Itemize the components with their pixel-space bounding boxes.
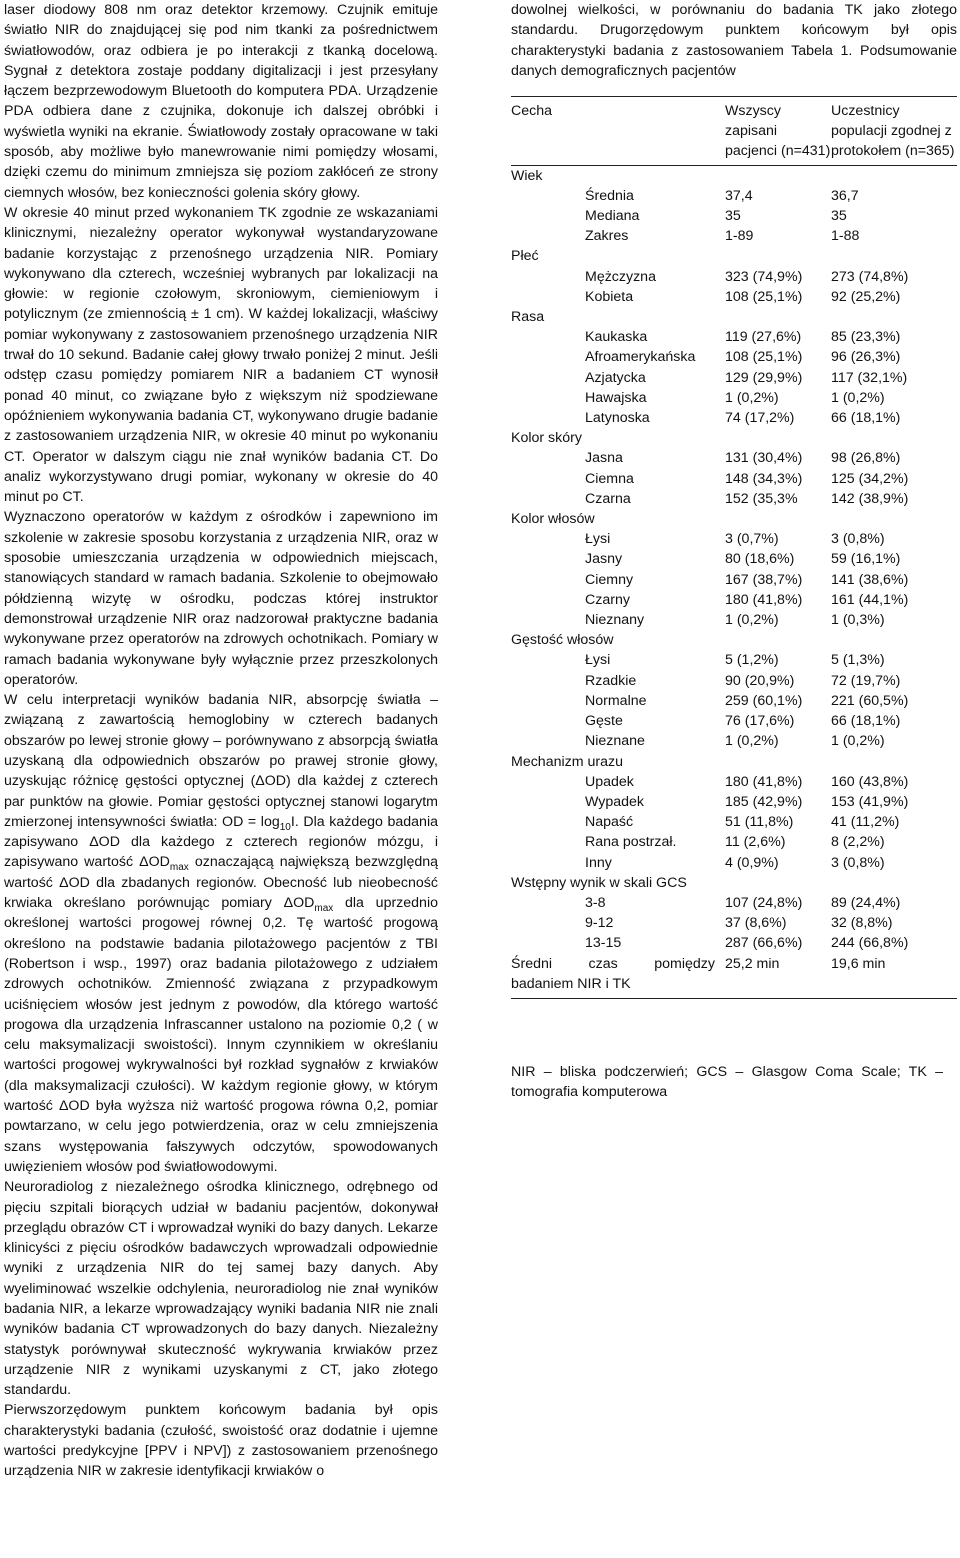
- cell-all-patients: 76 (17,6%): [725, 713, 795, 730]
- group-label: Rasa: [511, 309, 545, 326]
- table-row: [511, 206, 957, 226]
- row-label: Normalne: [585, 692, 647, 709]
- table-row: [511, 853, 957, 873]
- row-label: Nieznany: [585, 612, 645, 629]
- cell-protocol-patients: 1 (0,2%): [831, 389, 885, 406]
- indent-cell: [511, 711, 585, 731]
- table-row: [511, 590, 957, 610]
- paragraph-intro: dowolnej wielkości, w porównaniu do badania TK jako złotego standardu. Drugorzędowym punktem końcowym był opis charakterystyki badania z zastosowaniem Tabela 1. Podsumowanie danych demograficznych pacjentów: [511, 2, 957, 79]
- group-label: Wiek: [511, 167, 543, 184]
- row-label: Gęste: [585, 713, 623, 730]
- table-row-mean-time: [511, 954, 957, 999]
- table-group-row: [511, 509, 957, 529]
- cell-all-patients: 80 (18,6%): [725, 551, 795, 568]
- cell-protocol-patients: 161 (44,1%): [831, 591, 909, 608]
- cell-protocol-patients: 160 (43,8%): [831, 773, 909, 790]
- cell-protocol-patients: 1 (0,3%): [831, 612, 885, 629]
- table-row: [511, 327, 957, 347]
- cell-all-patients: 25,2 min: [725, 955, 780, 972]
- group-label: Mechanizm urazu: [511, 753, 623, 770]
- cell-all-patients: 167 (38,7%): [725, 571, 803, 588]
- indent-cell: [511, 610, 585, 630]
- indent-cell: [511, 529, 585, 549]
- row-label: Inny: [585, 854, 612, 871]
- row-label: Ciemny: [585, 571, 634, 588]
- cell-all-patients: 180 (41,8%): [725, 773, 803, 790]
- cell-all-patients: 119 (27,6%): [725, 329, 802, 346]
- cell-protocol-patients: 141 (38,6%): [831, 571, 909, 588]
- group-label: Płeć: [511, 248, 539, 265]
- table-row: [511, 186, 957, 206]
- row-label: Hawajska: [585, 389, 647, 406]
- indent-cell: [511, 226, 585, 246]
- table-header-row: [511, 97, 957, 166]
- row-label: Czarna: [585, 490, 631, 507]
- indent-cell: [511, 186, 585, 206]
- table-row: [511, 267, 957, 287]
- table-group-row: [511, 165, 957, 186]
- indent-cell: [511, 792, 585, 812]
- row-label: Łysi: [585, 652, 611, 669]
- row-label: Kobieta: [585, 288, 634, 305]
- group-label: Kolor skóry: [511, 430, 582, 447]
- cell-all-patients: 74 (17,2%): [725, 410, 795, 427]
- indent-cell: [511, 671, 585, 691]
- cell-all-patients: 323 (74,9%): [725, 268, 803, 285]
- table-row: [511, 691, 957, 711]
- cell-protocol-patients: 8 (2,2%): [831, 834, 885, 851]
- row-label: Zakres: [585, 228, 629, 245]
- table-row: [511, 812, 957, 832]
- indent-cell: [511, 812, 585, 832]
- paragraph-procedure: W okresie 40 minut przed wykonaniem TK zgodnie ze wskazaniami klinicznymi, niezależny operator wykonywał wystandaryzowane badanie korzystając z przenośnego urządzenia NIR. Pomiary wykonywano dla czterech, wcześniej wybranych par lokalizacji na głowie: w regionie czołowym, skroniowym, ciemieniowym i potylicznym (ze zmiennością ± 1 cm). W każdej lokalizacji, właściwy pomiar wykonywany z zastosowaniem przenośnego urządzenia NIR trwał do 10 sekund. Badanie całej głowy trwało poniżej 2 minut. Jeśli odstęp czasu pomiędzy pomiarem NIR a badaniem CT wynosił ponad 40 minut, co związane było z większym niż spodziewane opóźnieniem wykonywania badania CT, wykonywano drugie badanie z zastosowaniem urządzenia NIR, w okresie 40 minut po wykonaniu CT. Operator w dalszym ciągu nie znał wyników badania CT. Do analiz wykorzystywano drugi pomiar, wykonany w okresie do 40 minut po CT.: [4, 204, 438, 506]
- row-label: Mediana: [585, 208, 640, 225]
- cell-protocol-patients: 1 (0,2%): [831, 733, 885, 750]
- cell-all-patients: 152 (35,3%: [725, 490, 798, 507]
- cell-all-patients: 37,4: [725, 187, 753, 204]
- header-cell-all: Wszyscy zapisani pacjenci (n=431): [725, 103, 831, 160]
- cell-protocol-patients: 96 (26,3%): [831, 349, 901, 366]
- paragraph-endpoint: Pierwszorzędowym punktem końcowym badania był opis charakterystyki badania (czułość, swoistość oraz dodatnie i ujemne wartości predykcyjne [PPV i NPV]) z zastosowaniem przenośnego urządzenia NIR w zakresie identyfikacji krwiaków o: [4, 1402, 438, 1480]
- row-label: Jasna: [585, 450, 623, 467]
- indent-cell: [511, 347, 585, 367]
- table-row: [511, 671, 957, 691]
- cell-protocol-patients: 41 (11,2%): [831, 814, 900, 831]
- indent-cell: [511, 327, 585, 347]
- cell-protocol-patients: 92 (25,2%): [831, 288, 901, 305]
- group-label: Kolor włosów: [511, 511, 595, 528]
- table-row: [511, 287, 957, 307]
- left-column: [4, 0, 438, 1482]
- row-label: Mężczyzna: [585, 268, 656, 285]
- cell-protocol-patients: 3 (0,8%): [831, 531, 885, 548]
- header-cell-feature: Cecha: [511, 103, 553, 119]
- cell-all-patients: 4 (0,9%): [725, 854, 779, 871]
- table-row: [511, 347, 957, 367]
- cell-protocol-patients: 3 (0,8%): [831, 854, 885, 871]
- row-label: Czarny: [585, 591, 630, 608]
- row-label: Jasny: [585, 551, 623, 568]
- table-group-row: [511, 630, 957, 650]
- row-label: 9-12: [585, 915, 614, 932]
- cell-protocol-patients: 72 (19,7%): [831, 672, 901, 689]
- cell-protocol-patients: 117 (32,1%): [831, 369, 908, 386]
- cell-protocol-patients: 19,6 min: [831, 955, 886, 972]
- cell-all-patients: 5 (1,2%): [725, 652, 779, 669]
- cell-protocol-patients: 1-88: [831, 228, 860, 245]
- cell-all-patients: 108 (25,1%): [725, 288, 803, 305]
- row-label: Kaukaska: [585, 329, 648, 346]
- table-row: [511, 893, 957, 913]
- paragraph-device: laser diodowy 808 nm oraz detektor krzemowy. Czujnik emituje światło NIR do znajdującej się pod nim tkanki za pośrednictwem światłowodów, oraz odbiera je po interakcji z tkanką docelową. Sygnał z detektora zostaje poddany digitalizacji i jest przesyłany łączem bezprzewodowym Bluetooth do komputera PDA. Urządzenie PDA odbiera dane z czujnika, dokonuje ich dalszej obróbki i wyświetla wyniki na ekranie. Światłowody zostały opracowane w taki sposób, aby możliwe było manewrowanie nimi pomiędzy włosami, dzięki czemu do minimum zmniejsza się poziom zakłóceń ze strony ciemnych włosów, bez konieczności golenia skóry głowy.: [4, 2, 438, 201]
- cell-all-patients: 90 (20,9%): [725, 672, 795, 689]
- indent-cell: [511, 691, 585, 711]
- row-label: Ciemna: [585, 470, 634, 487]
- table-row: [511, 448, 957, 468]
- cell-all-patients: 287 (66,6%): [725, 935, 803, 952]
- row-label: Średni czas pomiędzy badaniem NIR i TK: [511, 955, 715, 992]
- indent-cell: [511, 206, 585, 226]
- indent-cell: [511, 772, 585, 792]
- cell-protocol-patients: 89 (24,4%): [831, 894, 901, 911]
- cell-all-patients: 3 (0,7%): [725, 531, 779, 548]
- cell-all-patients: 1 (0,2%): [725, 389, 779, 406]
- cell-all-patients: 37 (8,6%): [725, 915, 787, 932]
- table-row: [511, 388, 957, 408]
- indent-cell: [511, 893, 585, 913]
- cell-protocol-patients: 59 (16,1%): [831, 551, 901, 568]
- text-run: W celu interpretacji wyników badania NIR, absorpcję światła – związaną z zawartością hemoglobiny w czterech badanych obszarów po lewej stronie głowy – porównywano z absorpcją światła uzyskaną dla odpowiednich obszarów po prawej stronie głowy, uzyskując różnicę gęstości optycznej (ΔOD) dla każdej z czterech par punktów na głowie. Pomiar gęstości optycznej stanowi logarytm zmierzonej intensywności światła: OD = log: [4, 692, 438, 830]
- cell-all-patients: 1-89: [725, 228, 754, 245]
- row-label: Rzadkie: [585, 672, 637, 689]
- group-label: Wstępny wynik w skali GCS: [511, 874, 687, 891]
- table-row: [511, 610, 957, 630]
- table-row: [511, 650, 957, 670]
- indent-cell: [511, 590, 585, 610]
- row-label: Napaść: [585, 814, 634, 831]
- demographics-table: [511, 96, 957, 999]
- table-row: [511, 570, 957, 590]
- row-label: Średnia: [585, 187, 634, 204]
- table-footnote: NIR – bliska podczerwień; GCS – Glasgow Coma Scale; TK – tomografia komputerowa: [511, 1064, 943, 1101]
- cell-all-patients: 148 (34,3%): [725, 470, 803, 487]
- indent-cell: [511, 832, 585, 852]
- table-group-row: [511, 428, 957, 448]
- indent-cell: [511, 469, 585, 489]
- subscript: 10: [279, 821, 291, 833]
- cell-protocol-patients: 66 (18,1%): [831, 713, 901, 730]
- cell-protocol-patients: 244 (66,8%): [831, 935, 909, 952]
- indent-cell: [511, 368, 585, 388]
- text-run: I. Dla każdego badania zapisywano ΔOD dla każdego z czterech regionów mózgu, i zapisywano wartość ΔOD: [4, 813, 438, 871]
- right-column: [511, 0, 957, 1101]
- table-row: [511, 731, 957, 751]
- paragraph-operators: Wyznaczono operatorów w każdym z ośrodków i zapewniono im szkolenie w zakresie sposobu korzystania z urządzenia NIR, oraz w sposobie umieszczania urządzenia w odpowiednich miejscach, stanowiących standard w ramach badania. Szkolenie to obejmowało półdzienną wizytę w ośrodku, podczas której instruktor demonstrował urządzenie NIR oraz nadzorował praktyczne badania wykonywane przez operatorów na zdrowych ochotnikach. Pomiary w ramach badania wykonywane były wyłącznie przez przeszkolonych operatorów.: [4, 509, 438, 688]
- cell-all-patients: 107 (24,8%): [725, 894, 803, 911]
- indent-cell: [511, 408, 585, 428]
- row-label: Latynoska: [585, 410, 650, 427]
- indent-cell: [511, 489, 585, 509]
- indent-cell: [511, 853, 585, 873]
- row-label: Upadek: [585, 773, 634, 790]
- table-row: [511, 711, 957, 731]
- cell-all-patients: 51 (11,8%): [725, 814, 794, 831]
- table-row: [511, 933, 957, 953]
- table-row: [511, 368, 957, 388]
- table-row: [511, 469, 957, 489]
- cell-all-patients: 129 (29,9%): [725, 369, 803, 386]
- cell-protocol-patients: 35: [831, 208, 847, 225]
- row-label: Wypadek: [585, 793, 645, 810]
- indent-cell: [511, 549, 585, 569]
- row-label: Afroamerykańska: [585, 349, 696, 366]
- subscript: max: [169, 862, 189, 874]
- row-label: 13-15: [585, 935, 622, 952]
- cell-protocol-patients: 36,7: [831, 187, 859, 204]
- table-row: [511, 832, 957, 852]
- cell-protocol-patients: 32 (8,8%): [831, 915, 893, 932]
- indent-cell: [511, 448, 585, 468]
- indent-cell: [511, 933, 585, 953]
- table-row: [511, 489, 957, 509]
- cell-all-patients: 108 (25,1%): [725, 349, 803, 366]
- table-group-row: [511, 307, 957, 327]
- table-row: [511, 549, 957, 569]
- table-header: [511, 97, 957, 166]
- table-row: [511, 792, 957, 812]
- group-label: Gęstość włosów: [511, 632, 614, 649]
- text-run: oznaczającą największą bezwzględną wartość ΔOD dla zbadanych regionów. Obecność lub nieobecność krwiaka określano porównując pomiary ΔOD: [4, 854, 439, 912]
- table-row: [511, 408, 957, 428]
- indent-cell: [511, 731, 585, 751]
- table-group-row: [511, 873, 957, 893]
- cell-all-patients: 259 (60,1%): [725, 692, 803, 709]
- table-group-row: [511, 752, 957, 772]
- table-row: [511, 772, 957, 792]
- header-cell-protocol: Uczestnicy populacji zgodnej z protokołem (n=365): [831, 103, 955, 160]
- cell-all-patients: 11 (2,6%): [725, 834, 786, 851]
- indent-cell: [511, 388, 585, 408]
- subscript: max: [314, 902, 334, 914]
- indent-cell: [511, 570, 585, 590]
- cell-protocol-patients: 85 (23,3%): [831, 329, 901, 346]
- table-group-row: [511, 246, 957, 266]
- cell-all-patients: 35: [725, 208, 741, 225]
- cell-all-patients: 1 (0,2%): [725, 733, 779, 750]
- indent-cell: [511, 287, 585, 307]
- cell-all-patients: 180 (41,8%): [725, 591, 803, 608]
- cell-protocol-patients: 142 (38,9%): [831, 490, 909, 507]
- row-label: Łysi: [585, 531, 611, 548]
- row-label: Rana postrzał.: [585, 834, 677, 851]
- table-row: [511, 226, 957, 246]
- indent-cell: [511, 650, 585, 670]
- indent-cell: [511, 267, 585, 287]
- text-run: dla uprzednio określonej wartości progowej równej 0,2. Tę wartość progową określono na podstawie badania pilotażowego pacjentów z TBI (Robertson i wsp., 1997) oraz badania pilotażowego z udziałem zdrowych ochotników. Zmienność związana z przypadkowym uciśnięciem włosów jest jednym z powodów, dla którego wartość progowa dla urządzenia Infrascanner ustalono na poziomie 0,2 ( w celu maksymalizacji swoistości). Innym czynnikiem w określaniu wartości progowej wykrywalności był rozkład sygnałów z krwiaków (dla maksymalizacji czułości). W każdym regionie głowy, w którym wartość ΔOD była wyższa niż wartość progowa równa 0,2, pomiar powtarzano, w celu jego potwierdzenia, oraz w celu zmniejszenia szans występowania fałszywych odczytów, spowodowanych uwięzieniem włosów pod światłowodowymi.: [4, 895, 438, 1175]
- table-row: [511, 529, 957, 549]
- row-label: Azjatycka: [585, 369, 646, 386]
- paragraph-neuroradiologist: Neuroradiolog z niezależnego ośrodka klinicznego, odrębnego od pięciu szpitali biorących udział w badaniu pacjentów, dokonywał przeglądu obrazów CT i wprowadzał wyniki do bazy danych. Lekarze klinicyści z pięciu ośrodków badawczych wprowadzali odpowiednie wyniki z urządzenia NIR do tej samej bazy danych. Aby wyeliminować wszelkie odchylenia, neuroradiolog nie znał wyników badania NIR, a lekarze wprowadzający wyniki badania NIR nie znali wyników badania CT wprowadzonych do bazy danych. Niezależny statystyk porównywał skuteczność wykrywania krwiaków przez urządzenie NIR z wynikami uzyskanymi z CT, jako złotego standardu.: [4, 1179, 438, 1399]
- cell-protocol-patients: 153 (41,9%): [831, 793, 909, 810]
- table-body: [511, 165, 957, 998]
- row-label: 3-8: [585, 894, 606, 911]
- cell-protocol-patients: 125 (34,2%): [831, 470, 909, 487]
- cell-protocol-patients: 221 (60,5%): [831, 692, 909, 709]
- cell-protocol-patients: 66 (18,1%): [831, 410, 901, 427]
- cell-protocol-patients: 273 (74,8%): [831, 268, 909, 285]
- cell-all-patients: 131 (30,4%): [725, 450, 803, 467]
- cell-all-patients: 1 (0,2%): [725, 612, 779, 629]
- table-row: [511, 913, 957, 933]
- cell-protocol-patients: 5 (1,3%): [831, 652, 885, 669]
- row-label: Nieznane: [585, 733, 645, 750]
- cell-all-patients: 185 (42,9%): [725, 793, 803, 810]
- cell-protocol-patients: 98 (26,8%): [831, 450, 901, 467]
- paragraph-interpretation: [4, 690, 438, 1177]
- indent-cell: [511, 913, 585, 933]
